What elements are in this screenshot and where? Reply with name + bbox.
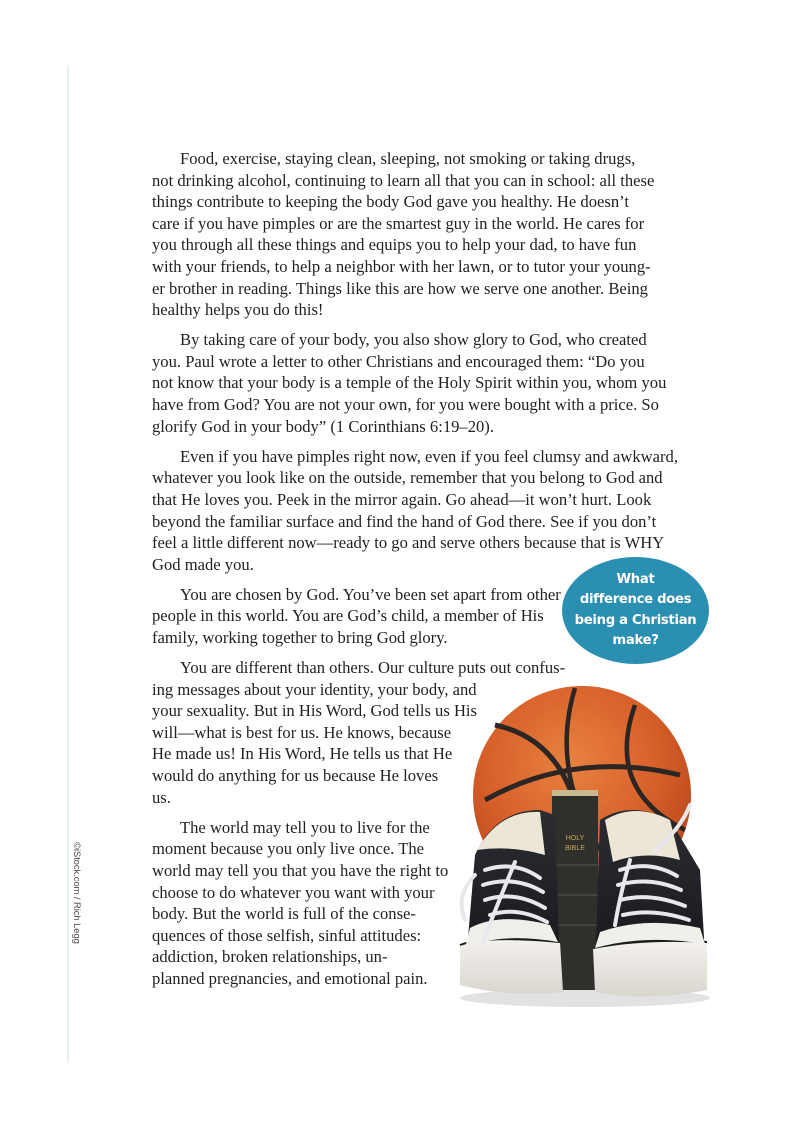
text-line: will—what is best for us. He knows, because: [152, 722, 452, 742]
text-line: Even if you have pimples right now, even if you feel clumsy and awkward,: [180, 446, 678, 466]
callout-line: What: [616, 571, 655, 587]
text-line: people in this world. You are God’s child, a member of His: [152, 606, 544, 626]
text-line: healthy helps you do this!: [152, 300, 324, 320]
text-line: with your friends, to help a neighbor with her lawn, or to tutor your young-: [152, 256, 651, 276]
text-line: have from God? You are not your own, for you were bought with a price. So: [152, 395, 659, 415]
text-line: You are chosen by God. You’ve been set apart from other: [180, 584, 561, 604]
paragraph-glory: [152, 329, 727, 437]
text-line: By taking care of your body, you also show glory to God, who created: [180, 330, 647, 350]
callout-line: being a Christian: [574, 612, 697, 628]
paragraph-health: [152, 148, 727, 321]
text-line: God made you.: [152, 554, 254, 574]
callout-line: make?: [612, 633, 659, 648]
text-line: body. But the world is full of the conse-: [152, 904, 416, 924]
text-line: you. Paul wrote a letter to other Christians and encouraged them: “Do you: [152, 351, 645, 371]
text-line: planned pregnancies, and emotional pain.: [152, 968, 428, 988]
text-line: moment because you only live once. The: [152, 839, 425, 859]
text-line: Food, exercise, staying clean, sleeping, not smoking or taking drugs,: [180, 149, 636, 168]
text-line: er brother in reading. Things like this are how we serve one another. Being: [152, 278, 648, 298]
callout-bubble: [562, 557, 709, 664]
text-line: glorify God in your body” (1 Corinthians 6:19–20).: [152, 416, 494, 436]
text-line: He made us! In His Word, He tells us that He: [152, 744, 453, 764]
text-line: feel a little different now—ready to go and serve others because that is WHY: [152, 533, 665, 553]
callout-line: difference does: [579, 592, 692, 607]
text-line: choose to do whatever you want with your: [152, 882, 435, 902]
text-line: would do anything for us because He loves: [152, 766, 439, 786]
text-line: your sexuality. But in His Word, God tells us His: [152, 701, 478, 721]
text-line: addiction, broken relationships, un-: [152, 947, 388, 967]
text-line: whatever you look like on the outside, remember that you belong to God and: [152, 468, 663, 488]
svg-text:HOLY: HOLY: [565, 835, 585, 842]
text-line: not know that your body is a temple of the Holy Spirit within you, whom you: [152, 373, 667, 393]
sneakers-bible-basketball-photo: [455, 680, 715, 1010]
margin-rule: [67, 65, 69, 1063]
text-line: things contribute to keeping the body God gave you healthy. He doesn’t: [152, 192, 629, 212]
text-line: world may tell you that you have the right to: [152, 860, 449, 880]
right-sneaker-icon: [593, 805, 707, 997]
text-line: us.: [152, 787, 171, 807]
text-line: The world may tell you to live for the: [180, 817, 430, 837]
text-line: beyond the familiar surface and find the hand of God there. See if you don’t: [152, 511, 657, 531]
text-line: not drinking alcohol, continuing to learn all that you can in school: all these: [152, 170, 655, 190]
text-line: family, working together to bring God glory.: [152, 627, 448, 647]
text-line: that He loves you. Peek in the mirror again. Go ahead—it won’t hurt. Look: [152, 489, 652, 509]
svg-text:BIBLE: BIBLE: [565, 845, 585, 852]
text-line: quences of those selfish, sinful attitudes:: [152, 925, 422, 945]
text-line: You are different than others. Our culture puts out confus-: [180, 658, 566, 678]
text-line: you through all these things and equips you to help your dad, to have fun: [152, 235, 637, 255]
left-sneaker-icon: [460, 810, 563, 994]
paragraph-pimples: [152, 446, 727, 576]
photo-credit: ©iStock.com / Rich Legg: [71, 842, 82, 944]
text-line: ing messages about your identity, your body, and: [152, 679, 477, 699]
text-line: care if you have pimples or are the smartest guy in the world. He cares for: [152, 213, 645, 233]
